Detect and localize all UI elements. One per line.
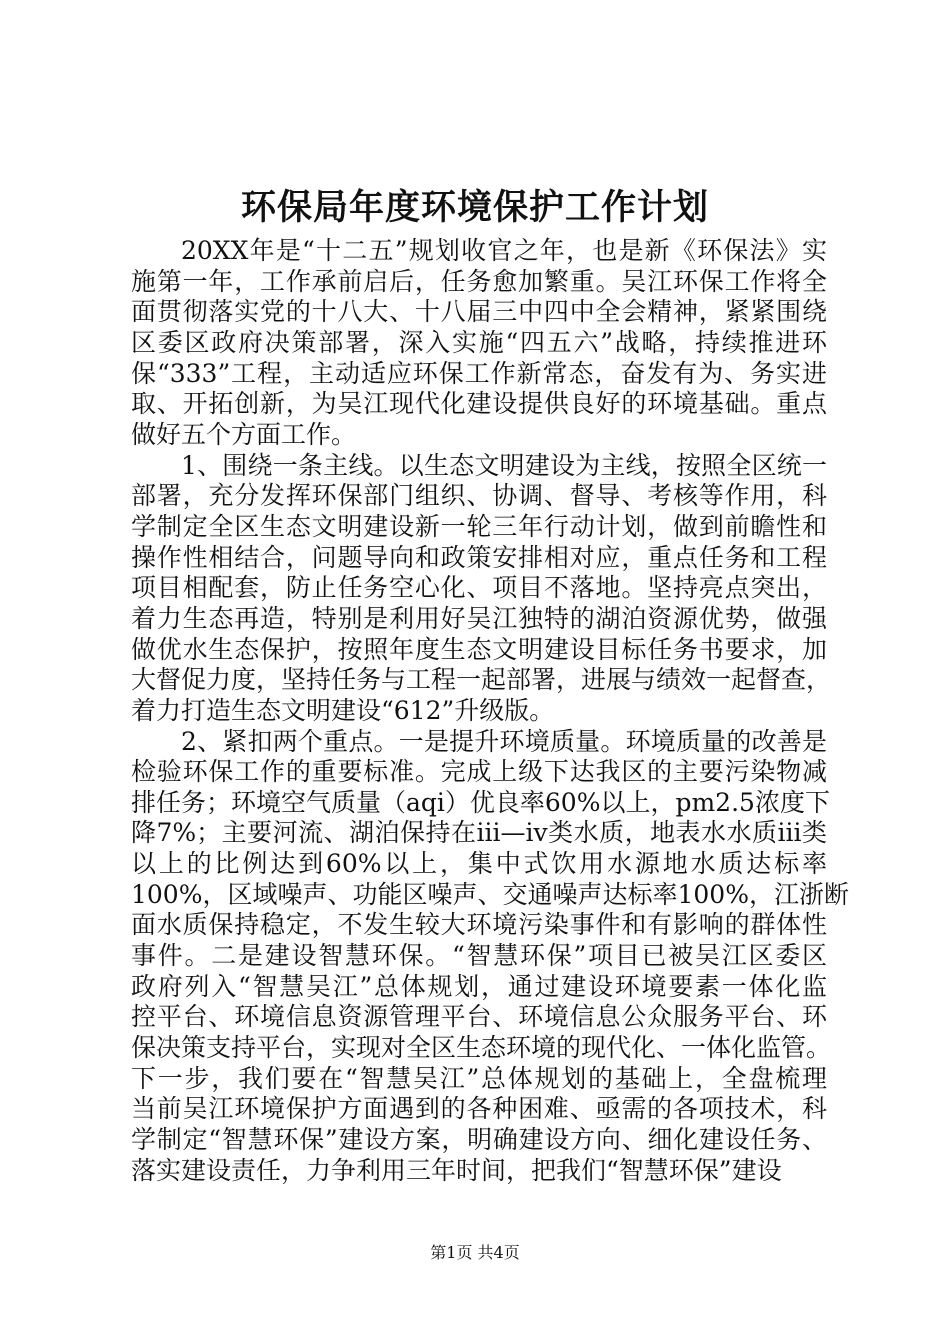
paragraph-line: 做优水生态保护，按照年度生态文明建设目标任务书要求，加 [131, 634, 827, 664]
paragraph-line: 项目相配套，防止任务空心化、项目不落地。坚持亮点突出， [131, 573, 827, 603]
paragraph-line: 做好五个方面工作。 [131, 419, 357, 449]
paragraph [131, 236, 827, 451]
paragraph-line: 当前吴江环境保护方面遇到的各种困难、亟需的各项技术，科 [131, 1094, 827, 1124]
document-title: 环保局年度环境保护工作计划 [240, 187, 709, 228]
paragraph-line: 下一步，我们要在“智慧吴江”总体规划的基础上，全盘梳理 [131, 1063, 827, 1093]
paragraph-line: 以上的比例达到60%以上，集中式饮用水源地水质达标率 [131, 849, 827, 879]
paragraph [131, 726, 849, 1187]
paragraph [131, 450, 832, 727]
paragraph-line: 检验环保工作的重要标准。完成上级下达我区的主要污染物减 [131, 757, 827, 787]
paragraph-line: 20XX年是“十二五”规划收官之年，也是新《环保法》实 [181, 236, 827, 265]
paragraph-line: 事件。二是建设智慧环保。“智慧环保”项目已被吴江区委区 [131, 941, 827, 971]
paragraph-line: 100%，区域噪声、功能区噪声、交通噪声达标率100%，江浙断 [131, 879, 849, 909]
page-footer: 第1页 共4页 [430, 1243, 520, 1262]
paragraph-line: 降7%；主要河流、湖泊保持在iii—iv类水质，地表水水质iii类 [131, 818, 827, 848]
paragraph-line: 控平台、环境信息资源管理平台、环境信息公众服务平台、环 [131, 1002, 827, 1032]
paragraph-line: 排任务；环境空气质量（aqi）优良率60%以上，pm2.5浓度下 [131, 787, 830, 817]
paragraph-line: 保决策支持平台，实现对全区生态环境的现代化、一体化监管。 [131, 1033, 832, 1063]
paragraph-line: 施第一年，工作承前启后，任务愈加繁重。吴江环保工作将全 [131, 266, 827, 296]
paragraph-line: 面贯彻落实党的十八大、十八届三中四中全会精神，紧紧围绕 [131, 297, 827, 327]
paragraph-line: 政府列入“智慧吴江”总体规划，通过建设环境要素一体化监 [131, 971, 827, 1001]
paragraph-line: 部署，充分发挥环保部门组织、协调、督导、考核等作用，科 [131, 481, 827, 511]
paragraph-line: 大督促力度，坚持任务与工程一起部署，进展与绩效一起督查， [131, 665, 832, 695]
paragraph-line: 取、开拓创新，为吴江现代化建设提供良好的环境基础。重点 [131, 389, 827, 419]
paragraph-line: 区委区政府决策部署，深入实施“四五六”战略，持续推进环 [131, 327, 827, 357]
document-body [131, 236, 849, 1186]
paragraph-line: 落实建设责任，力争利用三年时间，把我们“智慧环保”建设 [131, 1155, 782, 1185]
paragraph-line: 学制定全区生态文明建设新一轮三年行动计划，做到前瞻性和 [131, 511, 827, 541]
paragraph-line: 着力生态再造，特别是利用好吴江独特的湖泊资源优势，做强 [131, 603, 827, 633]
paragraph-line: 2、紧扣两个重点。一是提升环境质量。环境质量的改善是 [181, 726, 827, 756]
paragraph-line: 学制定“智慧环保”建设方案，明确建设方向、细化建设任务、 [131, 1125, 827, 1155]
paragraph-line: 操作性相结合，问题导向和政策安排相对应，重点任务和工程 [131, 542, 827, 572]
paragraph-line: 保“333”工程，主动适应环保工作新常态，奋发有为、务实进 [131, 358, 827, 388]
paragraph-line: 着力打造生态文明建设“612”升级版。 [131, 695, 555, 725]
paragraph-line: 1、围绕一条主线。以生态文明建设为主线，按照全区统一 [181, 450, 827, 480]
paragraph-line: 面水质保持稳定，不发生较大环境污染事件和有影响的群体性 [131, 910, 827, 940]
